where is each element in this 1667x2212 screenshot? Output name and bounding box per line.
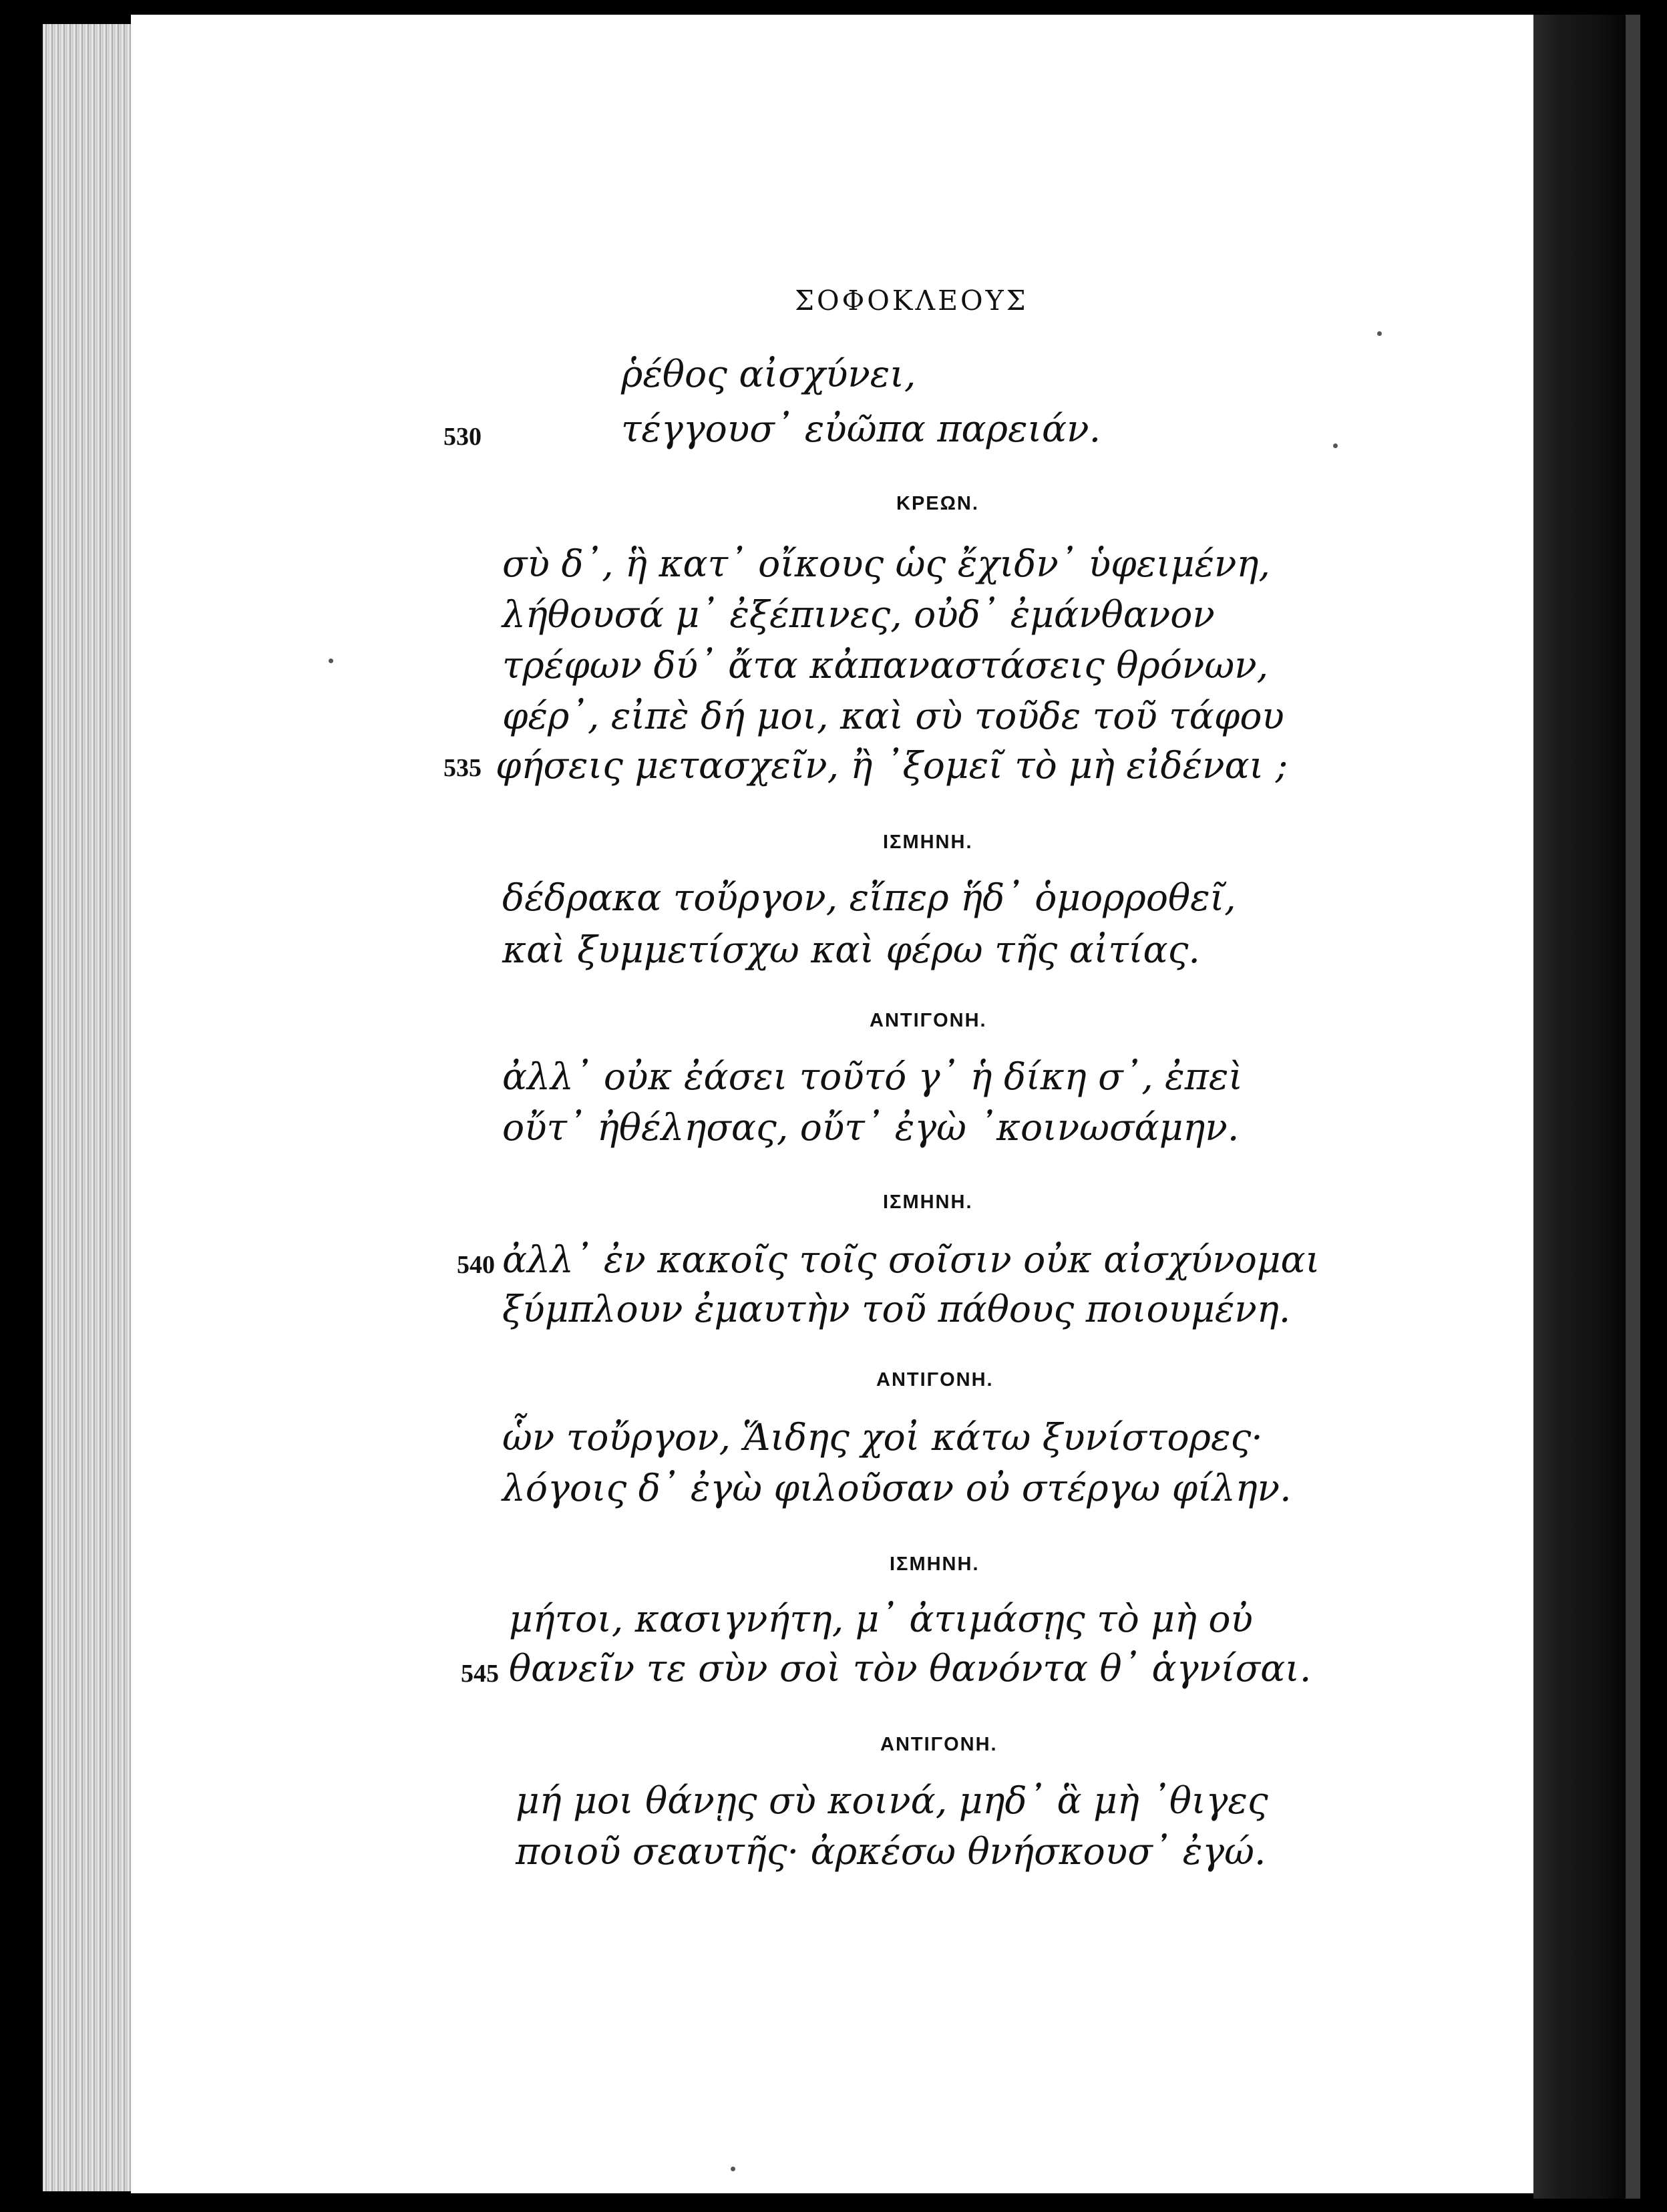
speaker-label: ΑΝΤΙΓΟΝΗ. — [876, 1369, 994, 1391]
verse-line: ξύμπλουν ἐμαυτὴν τοῦ πάθους ποιουμένη. — [502, 1288, 1291, 1330]
verse-line: φέρ᾽, εἰπὲ δή μοι, καὶ σὺ τοῦδε τοῦ τάφου — [502, 695, 1284, 737]
verse-line: τέγγουσ᾽ εὐῶπα παρειάν. — [621, 407, 1101, 450]
facing-page-outer-edge — [1626, 15, 1640, 2199]
verse-line: ὧν τοὔργον, Ἅιδης χοἰ κάτω ξυνίστορες· — [502, 1416, 1263, 1459]
page-speck — [1377, 331, 1382, 336]
verse-line: καὶ ξυμμετίσχω καὶ φέρω τῆς αἰτίας. — [502, 928, 1200, 971]
verse-line: μήτοι, κασιγνήτη, μ᾽ ἀτιμάσῃς τὸ μὴ οὐ — [509, 1598, 1253, 1640]
verse-line: φήσεις μετασχεῖν, ἢ ᾽ξομεῖ τὸ μὴ εἰδέναι ; — [496, 744, 1288, 787]
verse-line: ποιοῦ σεαυτῆς· ἀρκέσω θνήσκουσ᾽ ἐγώ. — [516, 1830, 1266, 1873]
speaker-label: ΙΣΜΗΝΗ. — [883, 832, 973, 853]
running-head: ΣΟΦΟΚΛΕΟΥΣ — [795, 285, 1029, 317]
verse-line: δέδρακα τοὔργον, εἴπερ ἥδ᾽ ὁμορροθεῖ, — [502, 876, 1236, 919]
line-number: 535 — [443, 754, 482, 782]
line-number: 540 — [457, 1251, 495, 1279]
speaker-label: ΑΝΤΙΓΟΝΗ. — [870, 1010, 987, 1031]
verse-line: θανεῖν τε σὺν σοὶ τὸν θανόντα θ᾽ ἁγνίσαι. — [509, 1647, 1312, 1690]
verse-line: σὺ δ᾽, ἣ κατ᾽ οἴκους ὡς ἔχιδν᾽ ὑφειμένη, — [502, 542, 1270, 585]
speaker-label: ΚΡΕΩΝ. — [896, 493, 979, 514]
line-number: 545 — [461, 1660, 499, 1688]
line-number: 530 — [443, 423, 482, 451]
verse-line: ἀλλ᾽ οὐκ ἐάσει τοῦτό γ᾽ ἡ δίκη σ᾽, ἐπεὶ — [502, 1055, 1243, 1098]
verse-line: λόγοις δ᾽ ἐγὼ φιλοῦσαν οὐ στέργω φίλην. — [502, 1467, 1292, 1509]
facing-page-edge — [1533, 15, 1626, 2199]
speaker-label: ΙΣΜΗΝΗ. — [883, 1191, 973, 1213]
verse-line: λήθουσά μ᾽ ἐξέπινες, οὐδ᾽ ἐμάνθανον — [502, 593, 1215, 636]
stacked-page-edges — [43, 24, 134, 2191]
page-speck — [329, 659, 333, 663]
verse-line: ῥέθος αἰσχύνει, — [621, 353, 916, 395]
page-speck — [731, 2167, 735, 2171]
verse-line: οὔτ᾽ ἠθέλησας, οὔτ᾽ ἐγὼ ᾽κοινωσάμην. — [502, 1106, 1240, 1149]
speaker-label: ΑΝΤΙΓΟΝΗ. — [880, 1734, 998, 1755]
verse-line: μή μοι θάνῃς σὺ κοινά, μηδ᾽ ἃ μὴ ᾽θιγες — [516, 1779, 1268, 1822]
page-speck — [1333, 443, 1338, 448]
speaker-label: ΙΣΜΗΝΗ. — [890, 1553, 980, 1575]
verse-line: τρέφων δύ᾽ ἄτα κἀπαναστάσεις θρόνων, — [502, 644, 1269, 687]
verse-line: ἀλλ᾽ ἐν κακοῖς τοῖς σοῖσιν οὐκ αἰσχύνομαι — [502, 1238, 1320, 1281]
